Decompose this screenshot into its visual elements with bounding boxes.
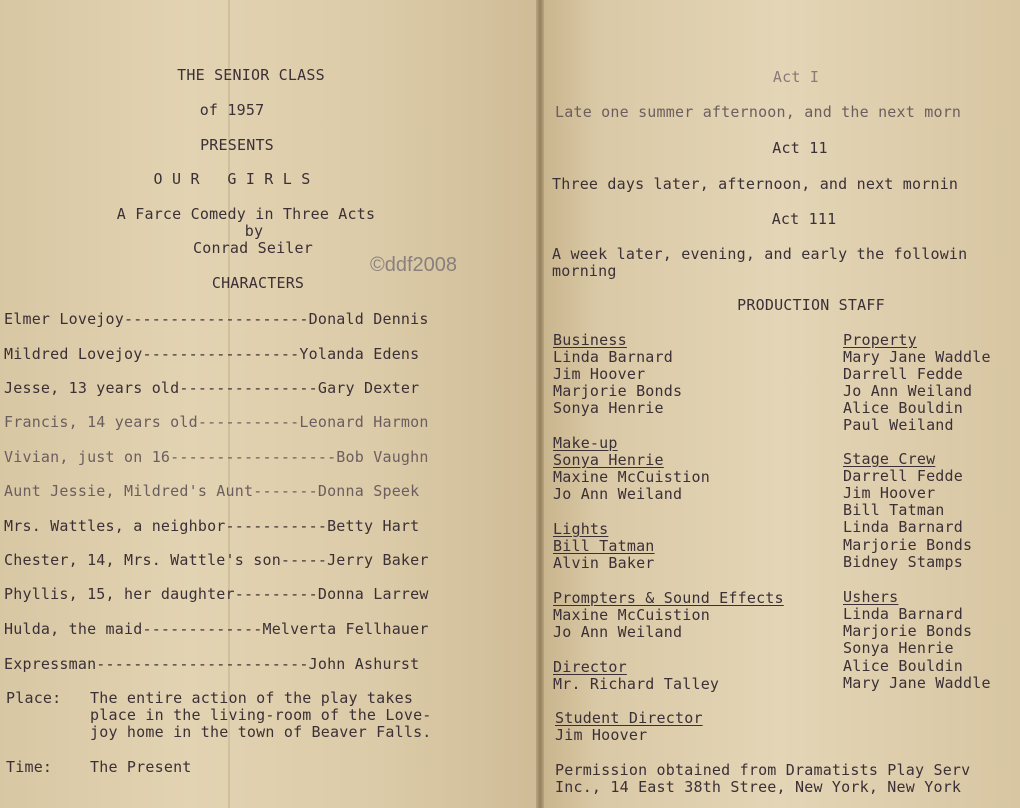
time-value: The Present [90,758,192,776]
staff-name: Mr. Richard Talley [553,675,720,693]
staff-name: Darrell Fedde [843,467,963,485]
act-2-title: Act 11 [772,139,828,157]
character-line: Vivian, just on 16------------------Bob Vaughn [4,448,429,466]
act-3-title: Act 111 [771,210,837,228]
staff-name: Jo Ann Weiland [553,623,683,641]
permission-line: Permission obtained from Dramatists Play Serv [555,761,971,779]
permission-line: Inc., 14 East 38th Stree, New York, New York [555,778,962,796]
staff-name: Alice Bouldin [843,657,963,675]
prompters-heading: Prompters & Sound Effects [553,589,784,607]
center-fold [536,0,544,808]
director-heading: Director [553,658,627,676]
act-3-desc: A week later, evening, and early the followin [552,245,968,263]
character-line: Elmer Lovejoy--------------------Donald Dennis [4,310,429,328]
character-line: Francis, 14 years old-----------Leonard Harmon [4,413,429,431]
class-year-line: of 1957 [199,101,265,119]
by-line: by [244,222,264,240]
business-heading: Business [553,331,627,349]
staff-name: Linda Barnard [843,518,963,536]
lights-heading: Lights [553,520,609,538]
production-staff-heading: PRODUCTION STAFF [737,296,885,314]
play-subtitle: A Farce Comedy in Three Acts [116,205,376,223]
staff-name: Jim Hoover [843,484,936,502]
staff-name: Marjorie Bonds [843,536,973,554]
presents-line: PRESENTS [200,136,274,154]
staff-name: Marjorie Bonds [843,622,973,640]
staff-name: Mary Jane Waddle [843,348,991,366]
place-line: The entire action of the play takes [90,689,414,707]
staff-name: Sonya Henrie [843,639,954,657]
character-line: Expressman-----------------------John Ashurst [4,655,420,673]
staff-name: Jim Hoover [555,726,648,744]
staff-name: Marjorie Bonds [553,382,683,400]
character-line: Mrs. Wattles, a neighbor-----------Betty Hart [4,517,420,535]
staff-name: Bidney Stamps [843,553,963,571]
place-label: Place: [6,689,62,707]
act-1-desc: Late one summer afternoon, and the next morn [555,103,962,121]
act-2-desc: Three days later, afternoon, and next mornin [552,175,959,193]
staff-name: Alice Bouldin [843,399,963,417]
character-line: Aunt Jessie, Mildred's Aunt-------Donna Speek [4,482,420,500]
staff-name: Jo Ann Weiland [843,382,973,400]
author-name: Conrad Seiler [193,239,313,257]
character-line: Phyllis, 15, her daughter---------Donna Larrew [4,585,429,603]
staff-name: Sonya Henrie [553,451,664,469]
watermark: ©ddf2008 [370,254,458,276]
staff-name: Jo Ann Weiland [553,485,683,503]
staff-name: Paul Weiland [843,416,954,434]
staff-name: Linda Barnard [553,348,673,366]
staff-name: Bill Tatman [843,501,945,519]
act-3-desc-cont: morning [552,262,617,280]
staff-name: Mary Jane Waddle [843,674,991,692]
character-line: Jesse, 13 years old---------------Gary Dexter [4,379,420,397]
ushers-heading: Ushers [843,588,899,606]
act-1-title: Act I [772,68,820,86]
makeup-heading: Make-up [553,434,618,452]
staff-name: Darrell Fedde [843,365,963,383]
senior-class-line: THE SENIOR CLASS [177,66,325,84]
student-director-heading: Student Director [555,709,703,727]
staff-name: Sonya Henrie [553,399,664,417]
stage-crew-heading: Stage Crew [843,450,936,468]
character-line: Mildred Lovejoy-----------------Yolanda Edens [4,345,420,363]
character-line: Chester, 14, Mrs. Wattle's son-----Jerry Baker [4,551,429,569]
paper-crease [228,0,230,808]
property-heading: Property [843,331,917,349]
place-line: joy home in the town of Beaver Falls. [90,723,432,741]
place-line: place in the living-room of the Love- [90,706,432,724]
characters-heading: CHARACTERS [211,274,305,292]
staff-name: Linda Barnard [843,605,963,623]
play-title: O U R G I R L S [153,170,311,188]
staff-name: Alvin Baker [553,554,655,572]
staff-name: Maxine McCuistion [553,468,710,486]
character-line: Hulda, the maid-------------Melverta Fellhauer [4,620,429,638]
staff-name: Bill Tatman [553,537,655,555]
staff-name: Maxine McCuistion [553,606,710,624]
time-label: Time: [6,758,53,776]
staff-name: Jim Hoover [553,365,646,383]
